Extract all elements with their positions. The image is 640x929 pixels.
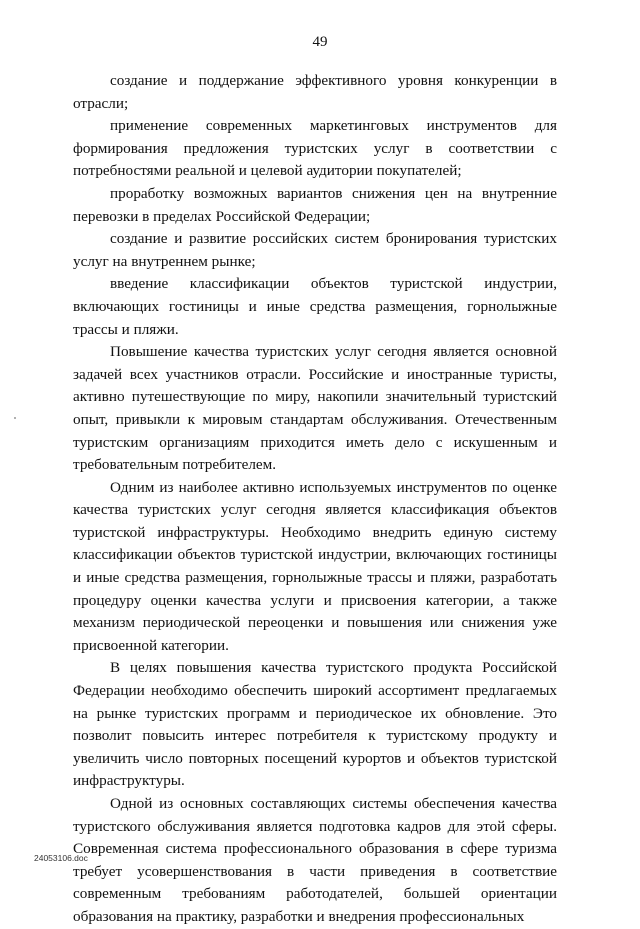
page-number: 49 (312, 34, 328, 50)
paragraph: создание и развитие российских систем бронирования туристских услуг на внутреннем рынке; (73, 230, 557, 270)
paragraph: создание и поддержание эффективного уровня конкуренции в отрасли; (73, 72, 557, 112)
paragraph: Одной из основных составляющих системы обеспечения качества туристского обслуживания является подготовка кадров для этой сферы. Современная система профессионального образования в сфере туризма требует усовершенствования в части приведения в соответствие современным требованиям работодателей, большей ориентации образования на практику, разработки и внедрения профессиональных (73, 795, 557, 925)
paragraph: введение классификации объектов туристской индустрии, включающих гостиницы и иные средства размещения, горнолыжные трассы и пляжи. (73, 275, 557, 338)
margin-speck (14, 417, 16, 419)
paragraph: Одним из наиболее активно используемых инструментов по оценке качества туристских услуг сегодня является классификация объектов туристской инфраструктуры. Необходимо внедрить единую систему классификации объектов туристской индустрии, включающих гостиницы и иные средства размещения, горнолыжные трассы и пляжи, разработать процедуру оценки качества услуги и присвоения категории, а также механизм периодической переоценки и повышения или снижения уже присвоенной категории. (73, 478, 557, 654)
footer-filename: 24053106.doc (34, 853, 88, 863)
body-text (73, 70, 557, 929)
paragraph: применение современных маркетинговых инструментов для формирования предложения туристских услуг в соответствии с потребностями реальной и целевой аудитории покупателей; (73, 117, 557, 180)
paragraph: проработку возможных вариантов снижения цен на внутренние перевозки в пределах Российской Федерации; (73, 184, 557, 225)
paragraph: В целях повышения качества туристского продукта Российской Федерации необходимо обеспечить широкий ассортимент предлагаемых на рынке туристских программ и периодическое их обновление. Это позволит повысить интерес потребителя к туристскому продукту и увеличить число повторных посещений курортов и объектов туристской инфраструктуры. (73, 659, 557, 790)
paragraph: Повышение качества туристских услуг сегодня является основной задачей всех участников отрасли. Российские и иностранные туристы, активно путешествующие по миру, накопили значительный туристский опыт, привыкли к мировым стандартам обслуживания. Отечественным туристским организациям приходится иметь дело с искушенным и требовательным потребителем. (73, 343, 557, 474)
